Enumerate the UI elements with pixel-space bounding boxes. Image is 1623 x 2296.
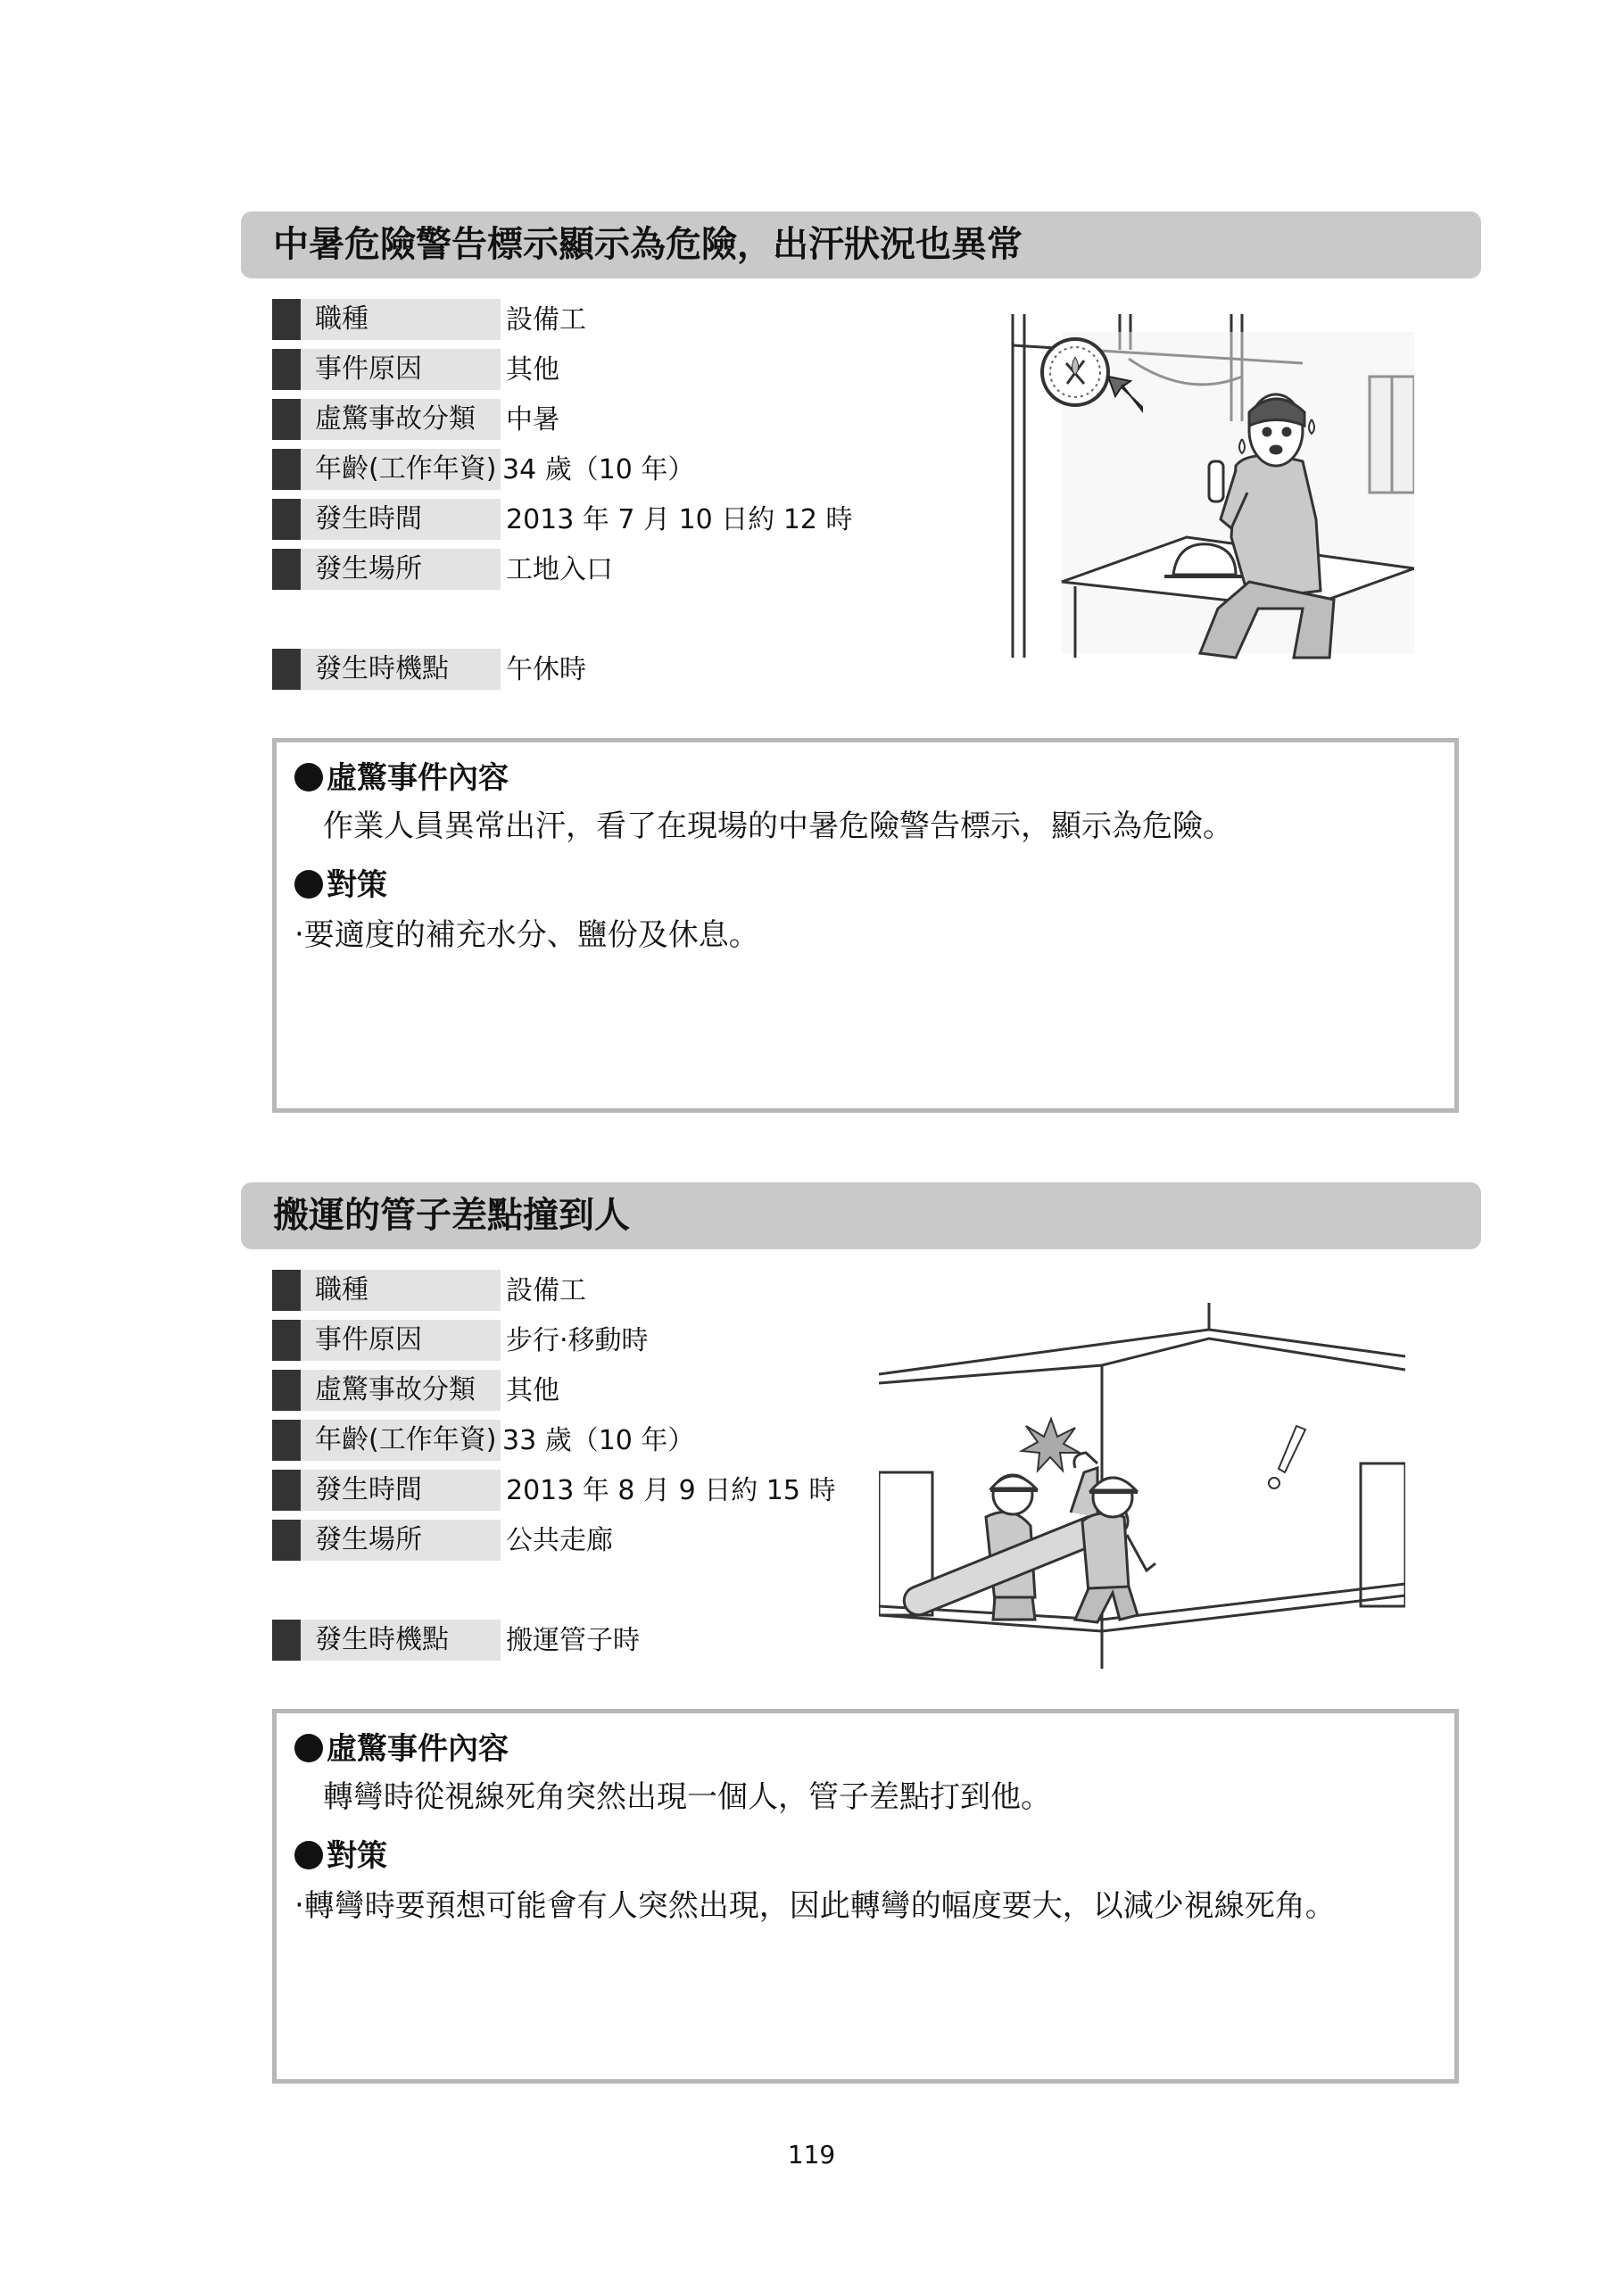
- measures-text: ‧轉彎時要預想可能會有人突然出現，因此轉彎的幅度要大，以減少視線死角。: [294, 1888, 1336, 1924]
- field-value: 步行‧移動時: [506, 1325, 649, 1356]
- bullet-icon: [294, 1841, 323, 1869]
- field-job-type: [272, 299, 772, 340]
- content-box: [272, 1709, 1459, 2084]
- field-label: 事件原因: [301, 349, 501, 390]
- heatstroke-illustration: [1008, 314, 1414, 676]
- field-category: [272, 1370, 772, 1411]
- field-label: 發生時間: [301, 499, 501, 540]
- field-timing: [272, 649, 772, 690]
- field-marker: [272, 1370, 301, 1411]
- content-text: 轉彎時從視線死角突然出現一個人，管子差點打到他。: [323, 1779, 1051, 1815]
- case-title: 搬運的管子差點撞到人: [241, 1182, 1481, 1249]
- field-marker: [272, 649, 301, 690]
- field-value: 33 歲（10 年）: [502, 1425, 695, 1456]
- field-marker: [272, 349, 301, 390]
- field-value: 搬運管子時: [506, 1625, 640, 1656]
- field-value: 公共走廊: [506, 1525, 613, 1556]
- field-marker: [272, 299, 301, 340]
- content-heading: 虛驚事件內容: [294, 758, 509, 798]
- measures-heading: 對策: [294, 866, 387, 905]
- content-box: [272, 738, 1459, 1113]
- field-label: 職種: [301, 299, 501, 340]
- content-text: 作業人員異常出汗，看了在現場的中暑危險警告標示，顯示為危險。: [323, 808, 1233, 844]
- field-cause: [272, 1320, 772, 1361]
- field-cause: [272, 349, 772, 390]
- field-time: [272, 1470, 836, 1511]
- field-label: 發生場所: [301, 1520, 501, 1561]
- field-value: 設備工: [506, 1275, 586, 1306]
- field-label: 年齡(工作年資): [301, 1420, 501, 1461]
- field-marker: [272, 1470, 301, 1511]
- field-value: 34 歲（10 年）: [502, 454, 695, 485]
- case-title: 中暑危險警告標示顯示為危險，出汗狀況也異常: [241, 211, 1481, 278]
- field-label: 虛驚事故分類: [301, 399, 501, 440]
- field-value: 中暑: [506, 404, 559, 435]
- surprised-worker: [1071, 1453, 1155, 1622]
- field-age: [272, 449, 772, 490]
- field-value: 午休時: [506, 654, 586, 685]
- field-label: 職種: [301, 1270, 501, 1311]
- field-job-type: [272, 1270, 772, 1311]
- field-marker: [272, 499, 301, 540]
- field-marker: [272, 1270, 301, 1311]
- heat-warning-sign: [1042, 339, 1108, 405]
- measures-text: ‧要適度的補充水分、鹽份及休息。: [294, 917, 759, 953]
- field-marker: [272, 1620, 301, 1661]
- field-label: 發生時間: [301, 1470, 501, 1511]
- field-label: 發生時機點: [301, 649, 501, 690]
- field-marker: [272, 1420, 301, 1461]
- bullet-icon: [294, 1734, 323, 1762]
- field-location: [272, 549, 772, 590]
- field-marker: [272, 549, 301, 590]
- field-marker: [272, 1520, 301, 1561]
- field-value: 設備工: [506, 304, 586, 336]
- page-number: 119: [787, 2140, 836, 2169]
- field-location: [272, 1520, 772, 1561]
- impact-star-icon: [1022, 1419, 1080, 1471]
- field-value: 2013 年 7 月 10 日約 12 時: [506, 504, 853, 535]
- field-value: 其他: [506, 1375, 559, 1406]
- field-marker: [272, 1320, 301, 1361]
- pipe-collision-illustration: [879, 1303, 1405, 1682]
- field-label: 發生場所: [301, 549, 501, 590]
- field-timing: [272, 1620, 772, 1661]
- field-age: [272, 1420, 772, 1461]
- field-marker: [272, 399, 301, 440]
- field-label: 事件原因: [301, 1320, 501, 1361]
- field-label: 虛驚事故分類: [301, 1370, 501, 1411]
- field-time: [272, 499, 853, 540]
- field-value: 2013 年 8 月 9 日約 15 時: [506, 1475, 836, 1506]
- measures-heading: 對策: [294, 1836, 387, 1876]
- field-label: 年齡(工作年資): [301, 449, 501, 490]
- content-heading: 虛驚事件內容: [294, 1729, 509, 1769]
- bullet-icon: [294, 870, 323, 899]
- field-category: [272, 399, 772, 440]
- field-label: 發生時機點: [301, 1620, 501, 1661]
- field-marker: [272, 449, 301, 490]
- field-value: 工地入口: [506, 554, 613, 585]
- field-value: 其他: [506, 354, 559, 385]
- bullet-icon: [294, 763, 323, 792]
- exclamation-icon: [1269, 1426, 1305, 1488]
